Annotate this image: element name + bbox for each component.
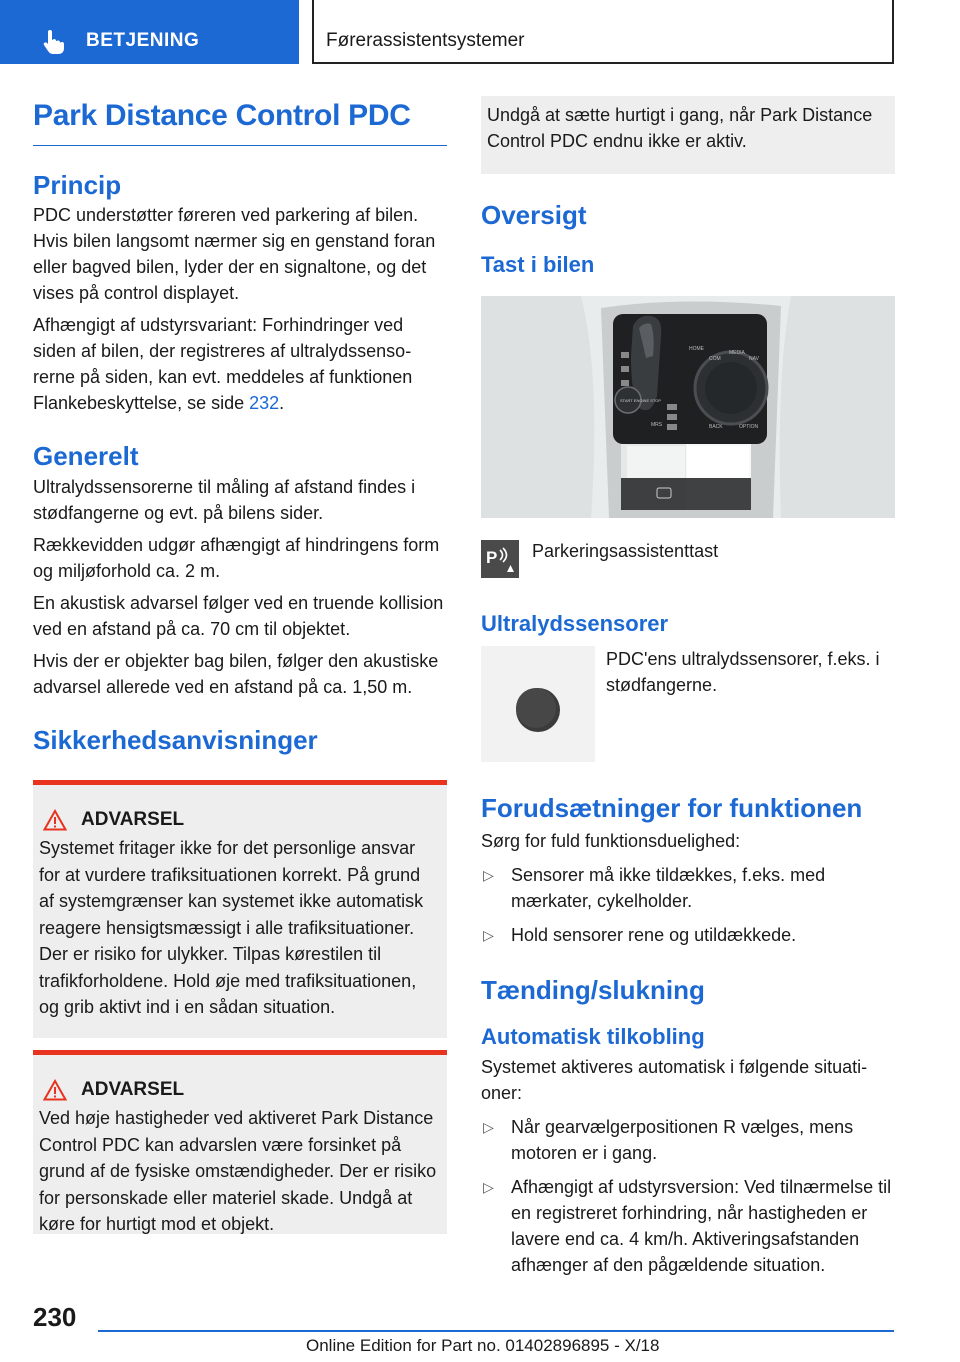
svg-text:P: P (486, 548, 498, 567)
section-tab[interactable] (0, 0, 299, 64)
heading-automatisk-tilkobling: Automatisk tilkobling (481, 1024, 705, 1049)
sensor-description: PDC'ens ultralydssensorer, f.eks. i stødfangerne. (606, 649, 880, 695)
triangle-bullet-icon: ▷ (483, 1119, 494, 1135)
page-number: 230 (33, 1302, 77, 1332)
page-title: Park Distance Control PDC (33, 96, 447, 146)
park-assist-button-label: Parkeringsassistenttast (532, 541, 719, 561)
warning-text-2: Ved høje hastigheder ved aktiveret Park Distance Control PDC kan advarslen være forsinket på grund af de fysiske omstændigheder. Der er risiko for personskade eller materiel skade. Undgå at køre for hurtigt mod et objekt. (39, 1108, 437, 1234)
sensor-row (481, 646, 895, 762)
center-console-image (481, 296, 895, 518)
bullet-item (481, 862, 895, 914)
taending-intro: Systemet aktiveres automatisk i følgende situationer: (481, 1057, 868, 1103)
warning-header-1 (39, 809, 439, 831)
edition-text: Online Edition for Part no. 01402896895 - X/18 (306, 1336, 660, 1355)
heading-sikkerhed: Sikkerhedsanvisninger (33, 725, 318, 755)
bullet-text: Sensorer må ikke tildækkes, f.eks. med mærkater, cykelholder. (511, 865, 826, 911)
warning-text-1: Systemet fritager ikke for det personlige ansvar for at vurdere trafiksituationen korrekt. På grund af systemgrænser kan systemet ikke automatisk reagere hensigtsmæssigt i alle trafiksituationer. Der er risiko for ulykker. Tilpas kørestilen til trafikforholdene. Hold øje med trafiksituationen, og grib aktivt ind i en sådan situation. (39, 838, 424, 1017)
princip-paragraph-1: PDC understøtter føreren ved parkering af bilen. Hvis bilen langsomt nærmer sig en genstand foran eller bagved bilen, lyder der en signaltone, og det vises på control displayet. (33, 205, 436, 303)
warning-box-1 (33, 780, 447, 1038)
triangle-bullet-icon: ▷ (483, 927, 494, 943)
heading-princip: Princip (33, 170, 122, 200)
bullet-item (481, 1114, 895, 1166)
warning-triangle-icon (43, 1079, 67, 1101)
console-label-com: COM (709, 356, 721, 362)
chapter-header (312, 0, 894, 64)
console-label-start-stop: START ENGINE STOP (620, 398, 662, 403)
princip-paragraph-2 (33, 312, 447, 416)
generelt-paragraph-1: Ultralydssensorerne til måling af afstand findes i stødfangerne og evt. på bilens sider. (33, 477, 416, 523)
park-assist-button-row (481, 540, 895, 578)
generelt-paragraph-4: Hvis der er objekter bag bilen, følger den akustiske advarsel allerede ved en afstand på ca. 1,50 m. (33, 651, 439, 697)
forudsaetninger-intro: Sørg for fuld funktionsduelighed: (481, 831, 741, 851)
bullet-text: Hold sensorer rene og utildækkede. (511, 925, 797, 945)
footer-divider (98, 1330, 894, 1332)
heading-forudsaetninger: Forudsætninger for funktionen (481, 793, 863, 823)
triangle-bullet-icon: ▷ (483, 1179, 494, 1195)
triangle-bullet-icon: ▷ (483, 867, 494, 883)
hand-icon (40, 28, 68, 56)
park-assist-button-icon (481, 540, 519, 578)
warning-title-2: ADVARSEL (81, 1079, 185, 1100)
warning-header-2 (39, 1079, 439, 1101)
section-label: BETJENING (86, 30, 200, 51)
bullet-item (481, 1174, 895, 1278)
warning-title-1: ADVARSEL (81, 809, 185, 830)
page-link-232[interactable]: 232 (249, 393, 280, 413)
bullet-item (481, 922, 895, 948)
generelt-paragraph-3: En akustisk advarsel følger ved en truende kollision ved en afstand på ca. 70 cm til objektet. (33, 593, 444, 639)
console-label-media: MEDIA (729, 350, 745, 356)
console-label-nav: NAV (749, 356, 759, 362)
console-label-back: BACK (709, 424, 723, 430)
generelt-paragraph-2: Rækkevidden udgør afhængigt af hindringens form og miljøforhold ca. 2 m. (33, 535, 440, 581)
bullet-text: Når gearvælgerpositionen R vælges, mens motoren er i gang. (511, 1117, 854, 1163)
heading-generelt: Generelt (33, 441, 139, 471)
right-column (481, 96, 895, 1278)
princip-paragraph-2-text: Afhængigt af udstyrsvariant: Forhindringer ved siden af bilen, der registreres af ultralydssensorerne på siden, kan evt. meddeles af funktionen Flankebeskyttelse, se side (33, 315, 413, 413)
princip-paragraph-2-end: . (279, 393, 285, 413)
note-box: Undgå at sætte hurtigt i gang, når Park Distance Control PDC endnu ikke er aktiv. (481, 96, 895, 174)
warning-triangle-icon (43, 809, 67, 831)
console-label-mrs: MRS (651, 422, 663, 428)
warning-box-2 (33, 1050, 447, 1234)
left-column (33, 96, 447, 1234)
heading-oversigt: Oversigt (481, 200, 587, 230)
console-label-option: OPTION (739, 424, 759, 430)
ultrasonic-sensor-image (481, 646, 595, 762)
heading-ultralydssensorer: Ultralydssensorer (481, 611, 669, 636)
bullet-text: Afhængigt af udstyrsversion: Ved tilnærmelse til en registreret forhindring, når hastigheden er lavere end ca. 4 km/h. Aktiveringsafstanden afhænger af den pågældende situation. (511, 1177, 892, 1275)
console-label-home: HOME (689, 346, 704, 352)
heading-taending: Tænding/slukning (481, 975, 705, 1005)
chapter-title: Førerassistentsystemer (326, 30, 525, 51)
heading-tast-i-bilen: Tast i bilen (481, 252, 595, 277)
